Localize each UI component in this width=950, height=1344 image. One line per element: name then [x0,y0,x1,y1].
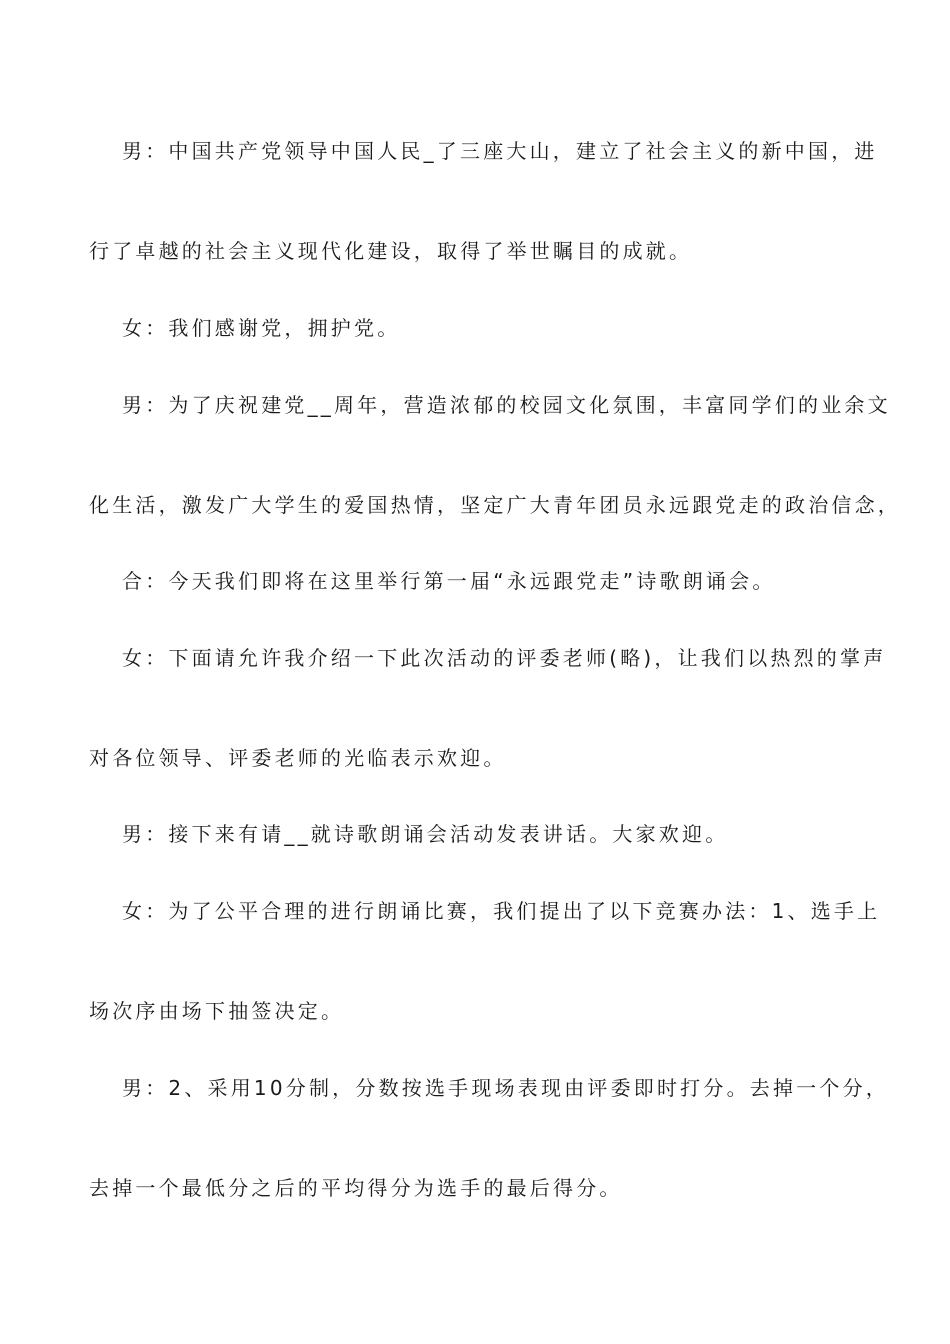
paragraph-line: 女：下面请允许我介绍一下此次活动的评委老师(略)，让我们以热烈的掌声 [122,646,887,670]
paragraph-line: 男：接下来有请__就诗歌朗诵会活动发表讲话。大家欢迎。 [122,822,729,846]
paragraph-line: 女：为了公平合理的进行朗诵比赛，我们提出了以下竞赛办法：1、选手上 [122,899,881,923]
paragraph-line: 男：为了庆祝建党__周年，营造浓郁的校园文化氛围，丰富同学们的业余文 [122,393,891,417]
paragraph-line: 行了卓越的社会主义现代化建设，取得了举世瞩目的成就。 [89,239,693,263]
paragraph-line: 女：我们感谢党，拥护党。 [122,316,401,340]
paragraph-line: 化生活，激发广大学生的爱国热情，坚定广大青年团员永远跟党走的政治信念， [89,493,901,517]
paragraph-line: 场次序由场下抽签决定。 [89,999,345,1023]
paragraph-line: 去掉一个最低分之后的平均得分为选手的最后得分。 [89,1176,623,1200]
paragraph-line: 对各位领导、评委老师的光临表示欢迎。 [89,746,507,770]
paragraph-line: 男：中国共产党领导中国人民_了三座大山，建立了社会主义的新中国，进 [122,139,878,163]
paragraph-line: 男：2、采用10分制，分数按选手现场表现由评委即时打分。去掉一个分， [122,1076,889,1100]
paragraph-line: 合：今天我们即将在这里举行第一届“永远跟党走”诗歌朗诵会。 [122,569,776,593]
